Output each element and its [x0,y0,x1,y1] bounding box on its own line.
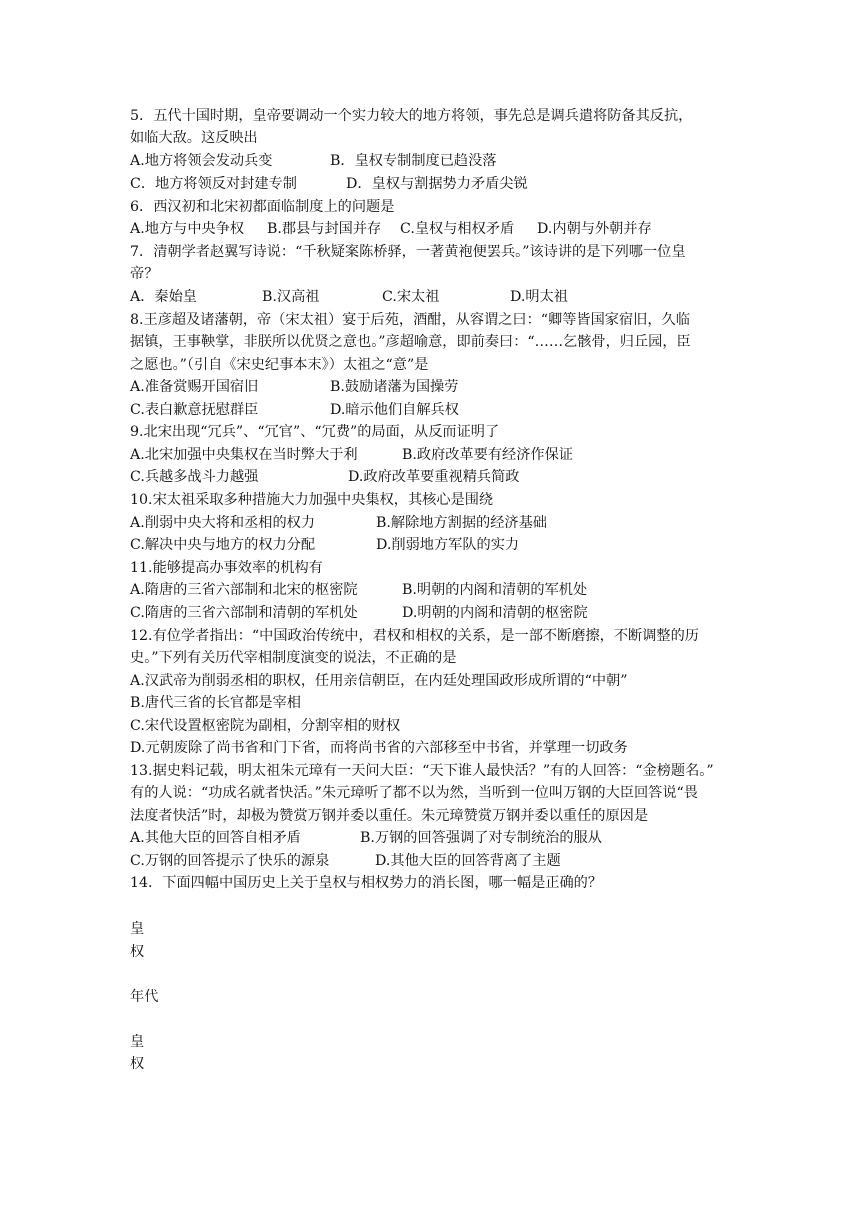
q7-stem-line1: 7．清朝学者赵翼写诗说：“千秋疑案陈桥驿，一著黄袍便罢兵。”该诗讲的是下列哪一位皇 [130,244,686,260]
q5-option-a: A.地方将领会发动兵变 [130,153,273,169]
q12-option-a: A.汉武帝为削弱丞相的职权，任用亲信朝臣，在内廷处理国政形成所谓的“中朝” [130,673,628,689]
q13-option-c: C.万钢的回答提示了快乐的源泉 [130,853,330,869]
q7-option-d: D.明太祖 [510,289,568,305]
q7-option-b: B.汉高祖 [262,289,320,305]
figure-axis-label-quan-2: 权 [130,1056,145,1072]
q8-stem-line3: 之愿也。”（引自《宋史纪事本末》）太祖之“意”是 [130,357,429,373]
q7-option-a: A．秦始皇 [130,289,197,305]
q5-option-b: B．皇权专制制度已趋没落 [330,153,497,169]
q6-option-d: D.内朝与外朝并存 [537,221,652,237]
q12-option-c: C.宋代设置枢密院为副相，分割宰相的财权 [130,718,401,734]
q8-option-c: C.表白歉意抚慰群臣 [130,402,259,418]
q11-option-a: A.隋唐的三省六部制和北宋的枢密院 [130,582,358,598]
q11-stem: 11.能够提高办事效率的机构有 [130,560,323,576]
q12-option-b: B.唐代三省的长官都是宰相 [130,695,301,711]
q8-stem-line2: 据镇，王事鞅掌，非朕所以优贤之意也。”彦超喻意，即前奏曰：“……乞骸骨，归丘园，臣 [130,334,691,350]
q8-stem-line1: 8.王彦超及诸藩朝，帝（宋太祖）宴于后苑，酒酣，从容谓之曰：“卿等皆国家宿旧，久临 [130,312,690,328]
q6-option-c: C.皇权与相权矛盾 [400,221,515,237]
q10-option-b: B.解除地方割据的经济基础 [376,515,547,531]
q11-option-b: B.明朝的内阁和清朝的军机处 [402,582,588,598]
q10-stem: 10.宋太祖采取多种措施大力加强中央集权，其核心是围绕 [130,492,494,508]
q12-stem-line2: 史。”下列有关历代宰相制度演变的说法，不正确的是 [130,650,457,666]
q9-option-d: D.政府改革要重视精兵简政 [348,469,520,485]
q12-option-d: D.元朝废除了尚书省和门下省，而将尚书省的六部移至中书省，并掌理一切政务 [130,740,628,756]
q11-option-d: D.明朝的内阁和清朝的枢密院 [402,605,588,621]
q13-stem-line1: 13.据史料记载，明太祖朱元璋有一天问大臣：“天下谁人最快活？”有的人回答：“金榜题名。” [130,763,714,779]
q5-option-c: C．地方将领反对封建专制 [130,176,297,192]
q10-option-d: D.削弱地方军队的实力 [376,537,520,553]
q14-stem: 14．下面四幅中国历史上关于皇权与相权势力的消长图，哪一幅是正确的？ [130,875,603,891]
q8-option-a: A.准备赏赐开国宿旧 [130,379,259,395]
q5-option-d: D．皇权与割据势力矛盾尖锐 [346,176,528,192]
figure-axis-label-huang-1: 皇 [130,921,145,937]
q9-option-c: C.兵越多战斗力越强 [130,469,259,485]
q8-option-b: B.鼓励诸藩为国操劳 [330,379,459,395]
q6-stem: 6．西汉初和北宋初都面临制度上的问题是 [130,199,395,215]
q11-option-c: C.隋唐的三省六部制和清朝的军机处 [130,605,358,621]
q9-stem: 9.北宋出现“冗兵”、“冗官”、“冗费”的局面，从反而证明了 [130,424,500,440]
q8-option-d: D.暗示他们自解兵权 [330,402,459,418]
q9-option-a: A.北宋加强中央集权在当时弊大于利 [130,447,358,463]
figure-axis-label-huang-2: 皇 [130,1034,145,1050]
q13-option-a: A.其他大臣的回答自相矛盾 [130,830,301,846]
q13-stem-line3: 法度者快活”时，却极为赞赏万钢并委以重任。朱元璋赞赏万钢并委以重任的原因是 [130,808,649,824]
q6-option-b: B.郡县与封国并存 [267,221,382,237]
q13-stem-line2: 有的人说：“功成名就者快活。”朱元璋听了都不以为然，当听到一位叫万钢的大臣回答说“畏 [130,785,698,801]
q12-stem-line1: 12.有位学者指出：“中国政治传统中，君权和相权的关系，是一部不断磨擦，不断调整的历 [130,628,699,644]
q9-option-b: B.政府改革要有经济作保证 [402,447,573,463]
q5-stem-line1: 5．五代十国时期，皇帝要调动一个实力较大的地方将领，事先总是调兵遣将防备其反抗， [130,108,693,124]
q6-option-a: A.地方与中央争权 [130,221,245,237]
figure-axis-label-niandai: 年代 [130,989,159,1005]
q13-option-d: D.其他大臣的回答背离了主题 [375,853,561,869]
q7-stem-line2: 帝？ [130,266,159,282]
q5-stem-line2: 如临大敌。这反映出 [130,130,258,146]
q10-option-a: A.削弱中央大将和丞相的权力 [130,515,316,531]
q7-option-c: C.宋太祖 [382,289,440,305]
figure-axis-label-quan-1: 权 [130,944,145,960]
q10-option-c: C.解决中央与地方的权力分配 [130,537,316,553]
q13-option-b: B.万钢的回答强调了对专制统治的服从 [360,830,602,846]
